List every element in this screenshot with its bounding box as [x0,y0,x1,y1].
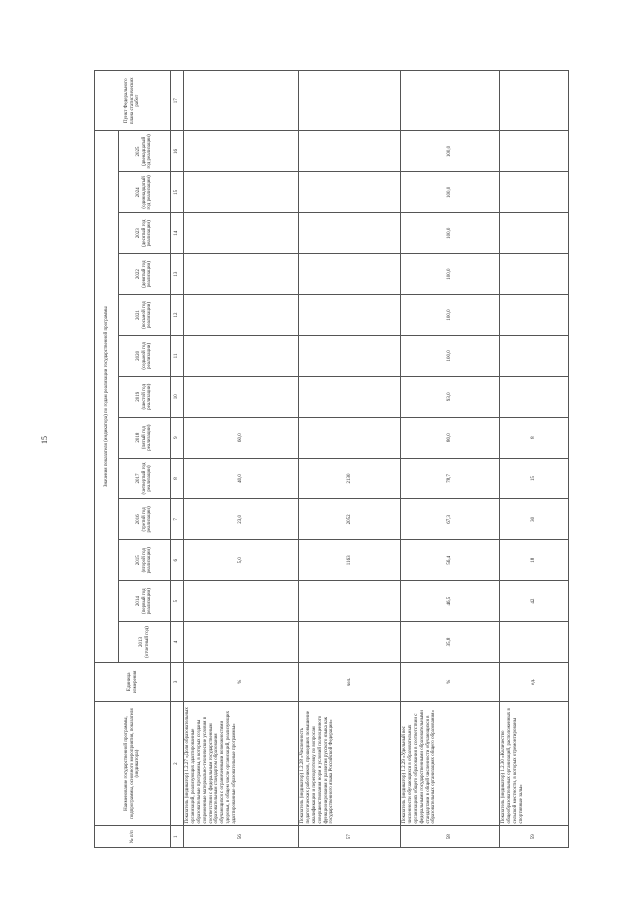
value-cell [184,254,299,295]
header-year-2018: 2018 (пятый год реализации) [119,417,171,458]
value-cell [299,213,401,254]
rotated-table-container [94,70,566,848]
value-cell [299,295,401,336]
value-cell: 78,7 [401,458,500,499]
column-number: 12 [171,295,184,336]
column-number: 1 [171,826,184,848]
column-number: 6 [171,540,184,581]
column-number: 11 [171,335,184,376]
value-cell [500,213,569,254]
header-year-2015: 2015 (второй год реализации) [119,540,171,581]
column-number: 17 [171,71,184,131]
value-cell: 67,3 [401,499,500,540]
header-year-2019: 2019 (шестой год реализации) [119,376,171,417]
value-cell [184,581,299,622]
value-cell: 46,5 [401,581,500,622]
value-cell: 100,0 [401,213,500,254]
value-cell [184,131,299,172]
column-number: 9 [171,417,184,458]
value-cell: 100,0 [401,131,500,172]
plan-cell [299,71,401,131]
unit-cell: ед. [500,662,569,701]
value-cell [500,622,569,663]
value-cell [299,335,401,376]
header-unit: Единица измерения [95,662,171,701]
page-number: 15 [40,436,49,444]
header-year-2020: 2020 (седьмой год реализации) [119,335,171,376]
value-cell: 80,0 [401,417,500,458]
header-year-2016: 2016 (третий год реализации) [119,499,171,540]
value-cell: 5,0 [184,540,299,581]
header-year-2021: 2021 (восьмой год реализации) [119,295,171,336]
header-year-2024: 2024 (одиннадцатый год реализации) [119,172,171,213]
value-cell: 93,0 [401,376,500,417]
value-cell: 42 [500,581,569,622]
header-year-2023: 2023 (десятый год реализации) [119,213,171,254]
value-cell [184,295,299,336]
value-cell: 8 [500,417,569,458]
value-cell [500,295,569,336]
indicator-name: Показатель (индикатор) 1.2.27 «Доля образовательных организаций, реализующих адаптированные образовательные программы, в которых созданы современные материально-технические условия в соответствии с федеральным государственным образовательным стандартом образования обучающихся с ограниченными возможностями здоровья, в общем числе организаций, реализующих адаптированные образовательные программы» [184,701,299,826]
header-year-2017: 2017 (четвертый год реализации) [119,458,171,499]
value-cell: 60,0 [184,417,299,458]
header-name: Наименование государственной программы, подпрограммы, основного мероприятия, показателя (индикатора) [95,701,171,826]
column-number: 16 [171,131,184,172]
indicator-name: Показатель (индикатор) 1.2.30 «Количество общеобразовательных организаций, расположенных в сельской местности, в которых отремонтированы спортивные залы» [500,701,569,826]
plan-cell [184,71,299,131]
column-number: 15 [171,172,184,213]
table-row [184,71,299,848]
unit-cell: % [184,662,299,701]
value-cell: 100,0 [401,254,500,295]
value-cell [299,417,401,458]
value-cell: 40,0 [184,458,299,499]
value-cell: 2130 [299,458,401,499]
unit-cell: % [401,662,500,701]
column-number: 10 [171,376,184,417]
value-cell: 15 [500,458,569,499]
table-row [500,71,569,848]
indicator-name: Показатель (индикатор) 1.2.28 «Численность педагогических работников, прошедших повышение квалификации и переподготовку по вопросам совершенствования норм и условий полноценного функционирования и развития русского языка как государственного языка Российской Федерации» [299,701,401,826]
value-cell [299,622,401,663]
value-cell: 2052 [299,499,401,540]
column-number: 8 [171,458,184,499]
column-number: 7 [171,499,184,540]
header-plan: Пункт Федерального плана статистических работ [95,71,171,131]
column-number: 14 [171,213,184,254]
plan-cell [401,71,500,131]
value-cell [500,172,569,213]
value-cell: 56,4 [401,540,500,581]
column-number: 5 [171,581,184,622]
value-cell [299,172,401,213]
row-number: 59 [500,826,569,848]
row-number: 57 [299,826,401,848]
value-cell [184,213,299,254]
value-cell: 1163 [299,540,401,581]
value-cell [184,622,299,663]
column-number: 4 [171,622,184,663]
column-number: 2 [171,701,184,826]
value-cell [299,131,401,172]
header-no: № п/п [95,826,171,848]
value-cell [299,581,401,622]
value-cell [500,335,569,376]
value-cell: 35,8 [401,622,500,663]
value-cell: 100,0 [401,335,500,376]
header-year-2014: 2014 (первый год реализации) [119,581,171,622]
indicator-name: Показатель (индикатор) 1.2.29 «Удельный вес численности обучающихся в образовательных организациях общего образования в соответствии с федеральными государственными образовательными стандартами в общей численности обучающихся в образовательных организациях общего образования» [401,701,500,826]
column-number: 3 [171,662,184,701]
value-cell [299,254,401,295]
plan-cell [500,71,569,131]
value-cell [299,376,401,417]
row-number: 58 [401,826,500,848]
table-row [299,71,401,848]
value-cell: 23,0 [184,499,299,540]
value-cell [500,376,569,417]
header-values-group: Значения показателя (индикатора) по годам реализации государственной программы [95,131,119,663]
value-cell: 18 [500,540,569,581]
indicator-table [94,70,569,848]
header-year-2022: 2022 (девятый год реализации) [119,254,171,295]
row-number: 56 [184,826,299,848]
header-year-2013: 2013 (отчетный год) [119,622,171,663]
value-cell [184,335,299,376]
value-cell [500,254,569,295]
value-cell [184,376,299,417]
value-cell: 100,0 [401,172,500,213]
value-cell: 30 [500,499,569,540]
table-row [401,71,500,848]
column-number-row [171,71,184,848]
value-cell [184,172,299,213]
header-year-2025: 2025 (двенадцатый год реализации) [119,131,171,172]
unit-cell: чел. [299,662,401,701]
column-number: 13 [171,254,184,295]
value-cell: 100,0 [401,295,500,336]
value-cell [500,131,569,172]
